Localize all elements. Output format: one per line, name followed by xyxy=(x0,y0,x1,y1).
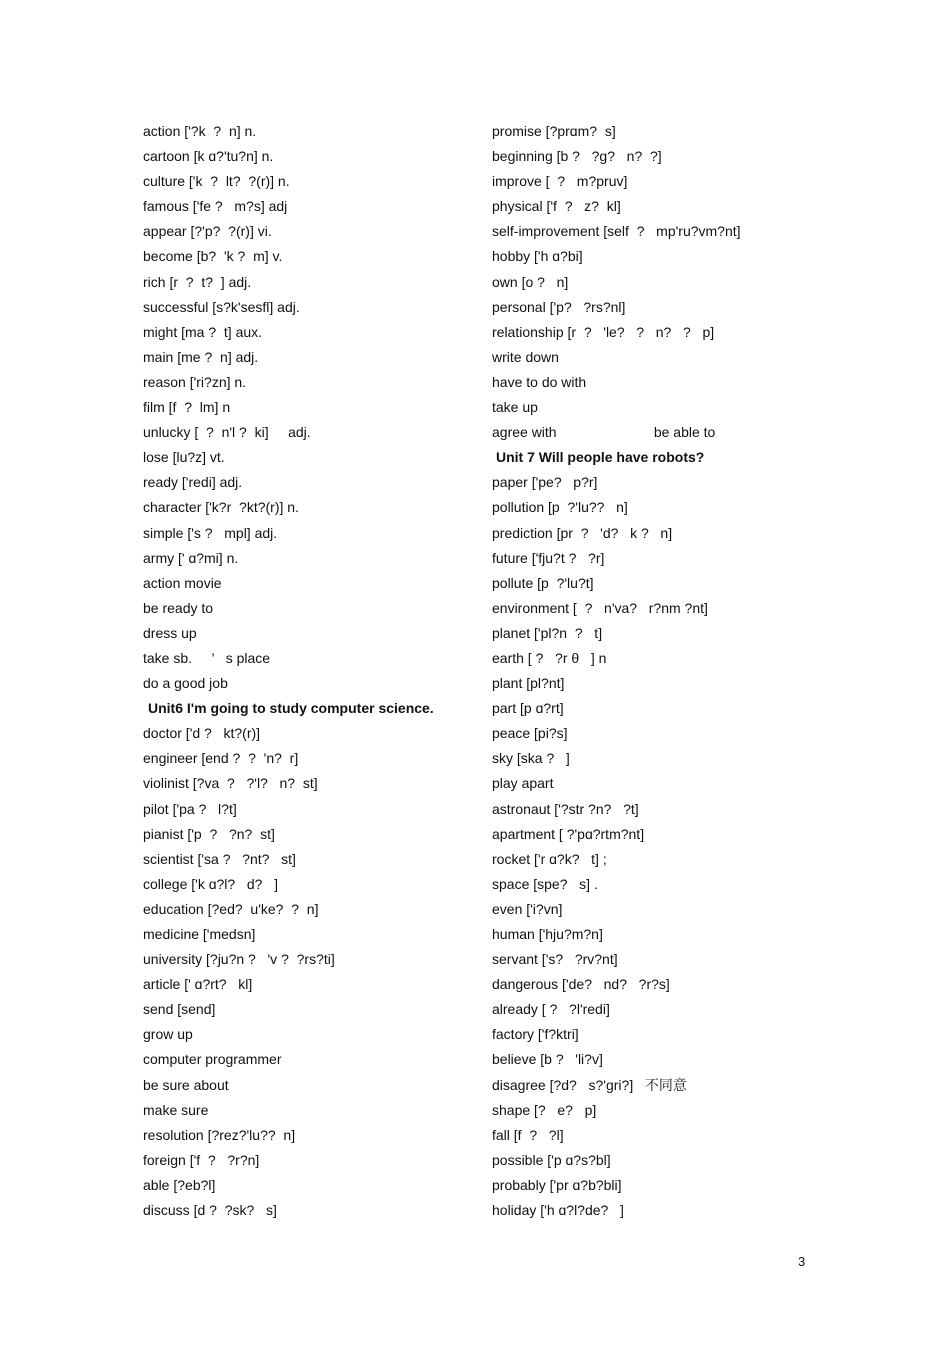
vocabulary-entry: even ['i?vn] xyxy=(492,900,563,917)
vocabulary-entry: play apart xyxy=(492,775,554,792)
vocabulary-entry: dress up xyxy=(143,624,197,641)
vocabulary-entry: holiday ['h ɑ?l?de? ] xyxy=(492,1202,624,1219)
vocabulary-entry: plant [pl?nt] xyxy=(492,675,565,692)
vocabulary-entry: apartment [ ?'pɑ?rtm?nt] xyxy=(492,825,645,842)
vocabulary-entry: famous ['fe ? m?s] adj xyxy=(143,198,288,215)
vocabulary-entry: action ['?k ? n] n. xyxy=(143,123,257,139)
vocabulary-entry: film [f ? lm] n xyxy=(143,399,231,416)
vocabulary-entry: already [ ? ?l'redi] xyxy=(492,1001,610,1018)
vocabulary-entry: university [?ju?n ? 'v ? ?rs?ti] xyxy=(143,951,335,968)
vocabulary-entry: cartoon [k ɑ?'tu?n] n. xyxy=(143,148,274,165)
vocabulary-entry: doctor ['d ? kt?(r)] xyxy=(143,725,261,742)
vocabulary-entry: resolution [?rez?'lu?? n] xyxy=(143,1126,296,1143)
vocabulary-entry: improve [ ? m?pruv] xyxy=(492,173,628,190)
vocabulary-entry: factory ['f?ktri] xyxy=(492,1026,579,1043)
vocabulary-entry: main [me ? n] adj. xyxy=(143,348,259,365)
vocabulary-entry: future ['fju?t ? ?r] xyxy=(492,549,605,566)
vocabulary-entry: appear [?'p? ?(r)] vi. xyxy=(143,223,272,240)
unit-heading: Unit 7 Will people have robots? xyxy=(496,449,705,466)
vocabulary-entry: space [spe? s] . xyxy=(492,875,598,892)
vocabulary-entry: simple ['s ? mpl] adj. xyxy=(143,524,278,541)
vocabulary-entry: rich [r ? t? ] adj. xyxy=(143,273,252,290)
vocabulary-entry: agree with be able to xyxy=(492,424,716,441)
vocabulary-entry: be ready to xyxy=(143,599,214,616)
vocabulary-entry: own [o ? n] xyxy=(492,273,569,290)
vocabulary-entry: peace [pi?s] xyxy=(492,725,568,742)
vocabulary-entry: disagree [?d? s?'gri?] 不同意 xyxy=(492,1076,687,1093)
vocabulary-entry: foreign ['f ? ?r?n] xyxy=(143,1151,260,1168)
unit-heading: Unit6 I'm going to study computer science. xyxy=(148,700,434,717)
vocabulary-entry: article [' ɑ?rt? kl] xyxy=(143,976,253,993)
vocabulary-entry: rocket ['r ɑ?k? t] ; xyxy=(492,850,607,867)
vocabulary-entry: write down xyxy=(492,348,559,365)
page-number: 3 xyxy=(798,1254,806,1269)
vocabulary-entry: astronaut ['?str ?n? ?t] xyxy=(492,800,639,817)
vocabulary-entry: environment [ ? n'va? r?nm ?nt] xyxy=(492,599,708,616)
vocabulary-entry: be sure about xyxy=(143,1076,229,1093)
vocabulary-entry: education [?ed? u'ke? ? n] xyxy=(143,900,319,917)
vocabulary-entry: might [ma ? t] aux. xyxy=(143,323,263,340)
vocabulary-entry: take up xyxy=(492,399,538,416)
vocabulary-entry: grow up xyxy=(143,1026,193,1043)
vocabulary-entry: character ['k?r ?kt?(r)] n. xyxy=(143,499,299,516)
vocabulary-entry: beginning [b ? ?g? n? ?] xyxy=(492,148,662,165)
vocabulary-entry: fall [f ? ?l] xyxy=(492,1126,564,1143)
vocabulary-entry: culture ['k ? lt? ?(r)] n. xyxy=(143,173,290,190)
vocabulary-entry: dangerous ['de? nd? ?r?s] xyxy=(492,976,670,993)
vocabulary-entry: college ['k ɑ?l? d? ] xyxy=(143,875,278,892)
vocabulary-entry: physical ['f ? z? kl] xyxy=(492,198,621,215)
vocabulary-entry: engineer [end ? ? 'n? r] xyxy=(143,750,299,767)
vocabulary-entry: hobby ['h ɑ?bi] xyxy=(492,248,583,265)
vocabulary-entry: personal ['p? ?rs?nl] xyxy=(492,298,626,315)
vocabulary-entry: pollution [p ?'lu?? n] xyxy=(492,499,628,516)
vocabulary-entry: pilot ['pa ? l?t] xyxy=(143,800,237,817)
vocabulary-entry: pollute [p ?'lu?t] xyxy=(492,574,594,591)
vocabulary-entry: send [send] xyxy=(143,1001,216,1018)
vocabulary-entry: action movie xyxy=(143,574,222,591)
vocabulary-entry: reason ['ri?zn] n. xyxy=(143,373,247,390)
right-vocabulary-column xyxy=(492,119,812,1223)
vocabulary-entry: prediction [pr ? 'd? k ? n] xyxy=(492,524,673,541)
vocabulary-entry: army [' ɑ?mi] n. xyxy=(143,549,239,566)
vocabulary-entry: planet ['pl?n ? t] xyxy=(492,624,603,641)
vocabulary-entry: relationship [r ? 'le? ? n? ? p] xyxy=(492,323,715,340)
left-vocabulary-column xyxy=(143,119,483,1223)
vocabulary-entry: self-improvement [self ? mp'ru?vm?nt] xyxy=(492,223,741,240)
vocabulary-entry: believe [b ? 'li?v] xyxy=(492,1051,603,1068)
vocabulary-entry: earth [ ? ?r θ ] n xyxy=(492,649,607,666)
vocabulary-entry: promise [?prɑm? s] xyxy=(492,123,616,139)
vocabulary-entry: part [p ɑ?rt] xyxy=(492,700,564,717)
vocabulary-entry: servant ['s? ?rv?nt] xyxy=(492,951,618,968)
vocabulary-entry: successful [s?k'sesfl] adj. xyxy=(143,298,300,315)
vocabulary-entry: discuss [d ? ?sk? s] xyxy=(143,1202,277,1219)
vocabulary-entry: medicine ['medsn] xyxy=(143,926,256,942)
vocabulary-entry: have to do with xyxy=(492,373,587,390)
vocabulary-entry: take sb. ’ s place xyxy=(143,649,271,666)
vocabulary-entry: possible ['p ɑ?s?bl] xyxy=(492,1151,611,1168)
vocabulary-entry: computer programmer xyxy=(143,1051,282,1068)
vocabulary-entry: do a good job xyxy=(143,675,228,692)
vocabulary-entry: become [b? 'k ? m] v. xyxy=(143,248,283,265)
vocabulary-entry: scientist ['sa ? ?nt? st] xyxy=(143,850,296,867)
vocabulary-entry: human ['hju?m?n] xyxy=(492,926,603,942)
vocabulary-entry: able [?eb?l] xyxy=(143,1176,216,1193)
vocabulary-entry: paper ['pe? p?r] xyxy=(492,474,598,491)
vocabulary-entry: shape [? e? p] xyxy=(492,1101,597,1118)
vocabulary-entry: violinist [?va ? ?'l? n? st] xyxy=(143,775,318,792)
vocabulary-entry: lose [lu?z] vt. xyxy=(143,449,225,466)
vocabulary-entry: make sure xyxy=(143,1101,209,1118)
vocabulary-entry: pianist ['p ? ?n? st] xyxy=(143,825,275,842)
vocabulary-entry: unlucky [ ? n'l ? ki] adj. xyxy=(143,424,311,441)
vocabulary-entry: sky [ska ? ] xyxy=(492,750,570,767)
vocabulary-entry: ready ['redi] adj. xyxy=(143,474,243,491)
vocabulary-entry: probably ['pr ɑ?b?bli] xyxy=(492,1176,622,1193)
